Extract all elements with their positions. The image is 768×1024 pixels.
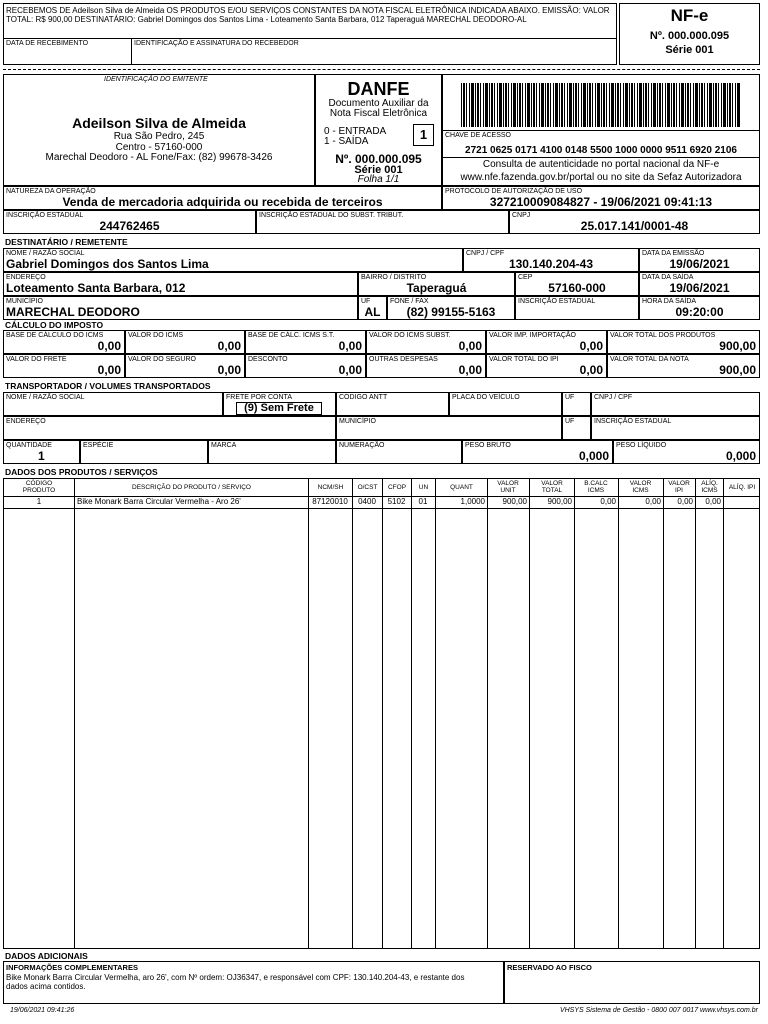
produto-cell: 5102 xyxy=(387,497,406,506)
transp-peso-liquido-label: PESO LÍQUIDO xyxy=(616,442,667,449)
dest-uf-label: UF xyxy=(361,298,371,305)
transp-peso-bruto-label: PESO BRUTO xyxy=(465,442,511,449)
barcode-image xyxy=(461,83,741,127)
transp-peso-bruto-value: 0,000 xyxy=(578,449,609,463)
info-complementar-label: INFORMAÇÕES COMPLEMENTARES xyxy=(6,963,138,972)
transp-numeracao-box xyxy=(336,440,462,464)
col-header: VALOR ICMS xyxy=(629,480,652,494)
canhoto-text: RECEBEMOS DE Adeilson Silva de Almeida OS PRODUTOS E/OU SERVIÇOS CONSTANTES DA NOTA FISCAL ELETRÔNICA INDICADA ABAIXO. EMISSÃO: VALOR TOTAL: R$ 900,00 DESTINATÁRIO: Gabriel Domingos dos Santos Lima - Loteamento Santa Barbara, 012 Taperaguá MARECHAL DEODORO-AL xyxy=(6,6,610,24)
info-complementar-text: Bike Monark Barra Circular Vermelha, aro 26', com Nº ordem: OJ36347, e responsável com CPF: 130.140.204-43, e restante dos dados acima contidos. xyxy=(6,973,465,991)
dest-saida-label: DATA DA SAÍDA xyxy=(642,274,694,281)
dest-municipio-label: MUNICÍPIO xyxy=(6,298,43,305)
destinatario-section: DESTINATÁRIO / REMETENTE xyxy=(5,237,128,247)
transp-antt-label: CÓDIGO ANTT xyxy=(339,394,388,401)
cnpj-emit-label: CNPJ xyxy=(512,212,531,219)
danfe-box xyxy=(315,74,442,186)
emitente-nome: Adeilson Silva de Almeida xyxy=(72,115,246,131)
produto-cell: 0,00 xyxy=(645,497,661,506)
transp-especie-label: ESPÉCIE xyxy=(83,442,114,449)
canhoto xyxy=(3,3,617,65)
dest-endereco-value: Loteamento Santa Barbara, 012 xyxy=(6,281,186,295)
imposto-r1c4 xyxy=(486,330,607,354)
chave-box xyxy=(442,74,760,186)
danfe-title: DANFE xyxy=(347,79,410,99)
transp-endereco-box xyxy=(3,416,336,440)
imposto-value: 0,00 xyxy=(97,363,121,377)
col-header: UN xyxy=(418,484,429,491)
transp-peso-liquido-box xyxy=(613,440,760,464)
imposto-label: VALOR DO FRETE xyxy=(6,356,67,363)
imposto-value: 0,00 xyxy=(217,363,241,377)
imposto-label: DESCONTO xyxy=(248,356,288,363)
imposto-label: VALOR TOTAL DO IPI xyxy=(489,356,559,363)
dest-cnpj-value: 130.140.204-43 xyxy=(508,257,594,271)
canhoto-nfe-box xyxy=(619,3,760,65)
transp-especie-box xyxy=(80,440,208,464)
col-header: CÓDIGO PRODUTO xyxy=(22,480,56,494)
col-header: O/CST xyxy=(357,484,378,491)
dest-hora-value: 09:20:00 xyxy=(675,305,724,319)
transp-frete-value: (9) Sem Frete xyxy=(236,402,322,415)
transp-peso-liquido-value: 0,000 xyxy=(725,449,756,463)
footer-software: VHSYS Sistema de Gestão - 0800 007 0017 www.vhsys.com.br xyxy=(559,1007,758,1014)
dest-nome-box xyxy=(3,248,463,272)
imposto-r1c5 xyxy=(607,330,760,354)
transp-cnpj-label: CNPJ / CPF xyxy=(594,394,633,401)
col-header: CFOP xyxy=(387,484,407,491)
transp-frete-box xyxy=(223,392,336,416)
dest-bairro-label: BAIRRO / DISTRITO xyxy=(361,274,427,281)
danfe-saida: 1 - SAÍDA xyxy=(324,136,369,147)
transp-nome-label: NOME / RAZÃO SOCIAL xyxy=(6,394,85,401)
danfe-entrada: 0 - ENTRADA xyxy=(324,126,387,137)
imposto-r1c3 xyxy=(366,330,486,354)
imposto-value: 0,00 xyxy=(97,339,121,353)
transp-municipio-box xyxy=(336,416,562,440)
produto-cell: 1,0000 xyxy=(460,497,485,506)
transp-marca-box xyxy=(208,440,336,464)
imposto-r2c4 xyxy=(486,354,607,378)
transp-placa-label: PLACA DO VEÍCULO xyxy=(452,394,520,401)
protocolo-box xyxy=(442,186,760,210)
dest-ie-label: INSCRIÇÃO ESTADUAL xyxy=(518,298,596,305)
transportador-section: TRANSPORTADOR / VOLUMES TRANSPORTADOS xyxy=(5,381,211,391)
transp-municipio-label: MUNICÍPIO xyxy=(339,418,376,425)
dest-municipio-value: MARECHAL DEODORO xyxy=(6,305,140,319)
transp-quantidade-value: 1 xyxy=(38,449,45,463)
imposto-value: 900,00 xyxy=(719,363,756,377)
dest-bairro-box xyxy=(358,272,515,296)
danfe-numero: Nº. 000.000.095 xyxy=(335,152,422,166)
produto-cell: 0400 xyxy=(358,497,376,506)
transp-endereco-label: ENDEREÇO xyxy=(6,418,46,425)
emitente-endereco: Rua São Pedro, 245 xyxy=(113,131,205,142)
imposto-label: OUTRAS DESPESAS xyxy=(369,356,438,363)
dest-nome-label: NOME / RAZÃO SOCIAL xyxy=(6,250,85,257)
imposto-r2c2 xyxy=(245,354,366,378)
dest-bairro-value: Taperaguá xyxy=(406,281,467,295)
transp-uf2-label: UF xyxy=(565,418,575,425)
dest-hora-box xyxy=(639,296,760,320)
transp-numeracao-label: NUMERAÇÃO xyxy=(339,442,385,449)
produto-cell: Bike Monark Barra Circular Vermelha - Aro 26' xyxy=(77,497,241,506)
emitente-box xyxy=(3,74,315,186)
produto-cell: 900,00 xyxy=(502,497,527,506)
dest-endereco-box xyxy=(3,272,358,296)
imposto-label: BASE DE CÁLCULO DO ICMS xyxy=(6,332,104,339)
produtos-section: DADOS DOS PRODUTOS / SERVIÇOS xyxy=(5,467,158,477)
dest-uf-value: AL xyxy=(364,305,381,319)
transp-uf-label: UF xyxy=(565,394,575,401)
produto-cell: 900,00 xyxy=(547,497,572,506)
consulta-line2: www.nfe.fazenda.gov.br/portal ou no site da Sefaz Autorizadora xyxy=(460,172,742,183)
imposto-value: 0,00 xyxy=(579,363,603,377)
danfe-folha: Folha 1/1 xyxy=(357,174,400,185)
dest-emissao-box xyxy=(639,248,760,272)
canhoto-nfe-numero: Nº. 000.000.095 xyxy=(649,30,730,42)
protocolo-value: 327210009084827 - 19/06/2021 09:41:13 xyxy=(489,195,713,209)
dest-nome-value: Gabriel Domingos dos Santos Lima xyxy=(6,257,209,271)
emitente-bairro-cep: Centro - 57160-000 xyxy=(115,142,203,153)
transp-nome-box xyxy=(3,392,223,416)
canhoto-separator xyxy=(3,69,760,70)
reservado-fisco-label: RESERVADO AO FISCO xyxy=(507,963,592,972)
chave-label: CHAVE DE ACESSO xyxy=(445,132,512,139)
canhoto-nfe-title: NF-e xyxy=(670,6,709,25)
cnpj-emit-box xyxy=(509,210,760,234)
transp-uf2-box xyxy=(562,416,591,440)
ie-value: 244762465 xyxy=(99,219,160,233)
footer-timestamp: 19/06/2021 09:41:26 xyxy=(10,1007,75,1014)
imposto-section: CÁLCULO DO IMPOSTO xyxy=(5,320,104,330)
transp-uf-box xyxy=(562,392,591,416)
col-header: DESCRIÇÃO DO PRODUTO / SERVIÇO xyxy=(132,484,251,491)
danfe-tipo: 1 xyxy=(413,124,434,146)
dest-uf-box xyxy=(358,296,387,320)
natureza-box xyxy=(3,186,442,210)
dest-fone-value: (82) 99155-5163 xyxy=(406,305,496,319)
dest-fone-label: FONE / FAX xyxy=(390,298,429,305)
ie-box xyxy=(3,210,256,234)
produto-cell: 0,00 xyxy=(705,497,721,506)
imposto-value: 0,00 xyxy=(458,339,482,353)
dest-saida-value: 19/06/2021 xyxy=(669,281,730,295)
ie-st-box xyxy=(256,210,509,234)
imposto-label: VALOR DO ICMS SUBST. xyxy=(369,332,451,339)
imposto-r1c1 xyxy=(125,330,245,354)
info-complementar-box xyxy=(3,961,504,1004)
produto-cell: 1 xyxy=(36,497,42,506)
transp-cnpj-box xyxy=(591,392,760,416)
produtos-table xyxy=(3,478,760,949)
transp-frete-label: FRETE POR CONTA xyxy=(226,394,292,401)
dest-cnpj-box xyxy=(463,248,639,272)
dest-cep-label: CEP xyxy=(518,274,533,281)
dest-cep-value: 57160-000 xyxy=(548,281,606,295)
natureza-label: NATUREZA DA OPERAÇÃO xyxy=(6,188,96,195)
imposto-r1c2 xyxy=(245,330,366,354)
ie-st-label: INSCRIÇÃO ESTADUAL DO SUBST. TRIBUT. xyxy=(259,212,404,219)
imposto-label: VALOR DO SEGURO xyxy=(128,356,196,363)
reservado-fisco-box xyxy=(504,961,760,1004)
imposto-value: 900,00 xyxy=(719,339,756,353)
adicionais-section: DADOS ADICIONAIS xyxy=(5,951,88,961)
cnpj-emit-value: 25.017.141/0001-48 xyxy=(580,219,689,233)
dest-cnpj-label: CNPJ / CPF xyxy=(466,250,505,257)
danfe-subtitle2: Nota Fiscal Eletrônica xyxy=(329,108,428,119)
imposto-r2c1 xyxy=(125,354,245,378)
col-header: VALOR UNIT xyxy=(497,480,519,494)
imposto-value: 0,00 xyxy=(338,363,362,377)
col-header: B.CALC ICMS xyxy=(584,480,608,494)
col-header: VALOR TOTAL xyxy=(541,480,563,494)
imposto-r2c0 xyxy=(3,354,125,378)
imposto-r2c5 xyxy=(607,354,760,378)
imposto-r1c0 xyxy=(3,330,125,354)
produto-cell: 01 xyxy=(418,497,428,506)
imposto-label: VALOR DO ICMS xyxy=(128,332,184,339)
col-header: QUANT xyxy=(450,484,473,491)
imposto-label: VALOR TOTAL DOS PRODUTOS xyxy=(610,332,716,339)
transp-ie-label: INSCRIÇÃO ESTADUAL xyxy=(594,418,672,425)
transp-quantidade-box xyxy=(3,440,80,464)
imposto-label: VALOR TOTAL DA NOTA xyxy=(610,356,689,363)
produto-cell: 0,00 xyxy=(600,497,616,506)
consulta-line1: Consulta de autenticidade no portal nacional da NF-e xyxy=(482,159,720,170)
transp-marca-label: MARCA xyxy=(211,442,237,449)
protocolo-label: PROTOCOLO DE AUTORIZAÇÃO DE USO xyxy=(445,188,583,195)
dest-emissao-value: 19/06/2021 xyxy=(669,257,730,271)
transp-placa-box xyxy=(449,392,562,416)
imposto-value: 0,00 xyxy=(458,363,482,377)
chave-value: 2721 0625 0171 4100 0148 5500 1000 0000 9511 6920 2106 xyxy=(465,145,737,156)
imposto-label: VALOR IMP. IMPORTAÇÃO xyxy=(489,332,577,339)
identificacao-recebedor-label: IDENTIFICAÇÃO E ASSINATURA DO RECEBEDOR xyxy=(134,40,299,47)
imposto-value: 0,00 xyxy=(217,339,241,353)
data-recebimento-label: DATA DE RECEBIMENTO xyxy=(6,40,89,47)
imposto-value: 0,00 xyxy=(579,339,603,353)
emitente-label: IDENTIFICAÇÃO DO EMITENTE xyxy=(104,76,208,83)
dest-cep-box xyxy=(515,272,639,296)
col-header: ALÍQ. IPI xyxy=(728,484,756,491)
dest-fone-box xyxy=(387,296,515,320)
imposto-value: 0,00 xyxy=(338,339,362,353)
natureza-value: Venda de mercadoria adquirida ou recebida de terceiros xyxy=(62,195,383,209)
emitente-cidade-fone: Marechal Deodoro - AL Fone/Fax: (82) 99678-3426 xyxy=(45,152,273,163)
transp-quantidade-label: QUANTIDADE xyxy=(6,442,52,449)
ie-label: INSCRIÇÃO ESTADUAL xyxy=(6,212,84,219)
col-header: NCM/SH xyxy=(317,484,344,491)
dest-saida-box xyxy=(639,272,760,296)
imposto-r2c3 xyxy=(366,354,486,378)
transp-ie-box xyxy=(591,416,760,440)
dest-emissao-label: DATA DA EMISSÃO xyxy=(642,250,705,257)
dest-municipio-box xyxy=(3,296,358,320)
imposto-label: BASE DE CÁLC. ICMS S.T. xyxy=(248,332,335,339)
col-header: VALOR IPI xyxy=(668,480,690,494)
danfe-subtitle1: Documento Auxiliar da xyxy=(328,98,429,109)
dest-endereco-label: ENDEREÇO xyxy=(6,274,46,281)
col-header: ALÍQ. ICMS xyxy=(701,480,718,494)
canhoto-nfe-serie: Série 001 xyxy=(665,44,714,56)
dest-hora-label: HORA DA SAÍDA xyxy=(642,298,697,305)
dest-ie-box xyxy=(515,296,639,320)
danfe-serie: Série 001 xyxy=(354,164,403,176)
produto-cell: 0,00 xyxy=(677,497,693,506)
transp-antt-box xyxy=(336,392,449,416)
transp-peso-bruto-box xyxy=(462,440,613,464)
produto-cell: 87120010 xyxy=(312,497,348,506)
